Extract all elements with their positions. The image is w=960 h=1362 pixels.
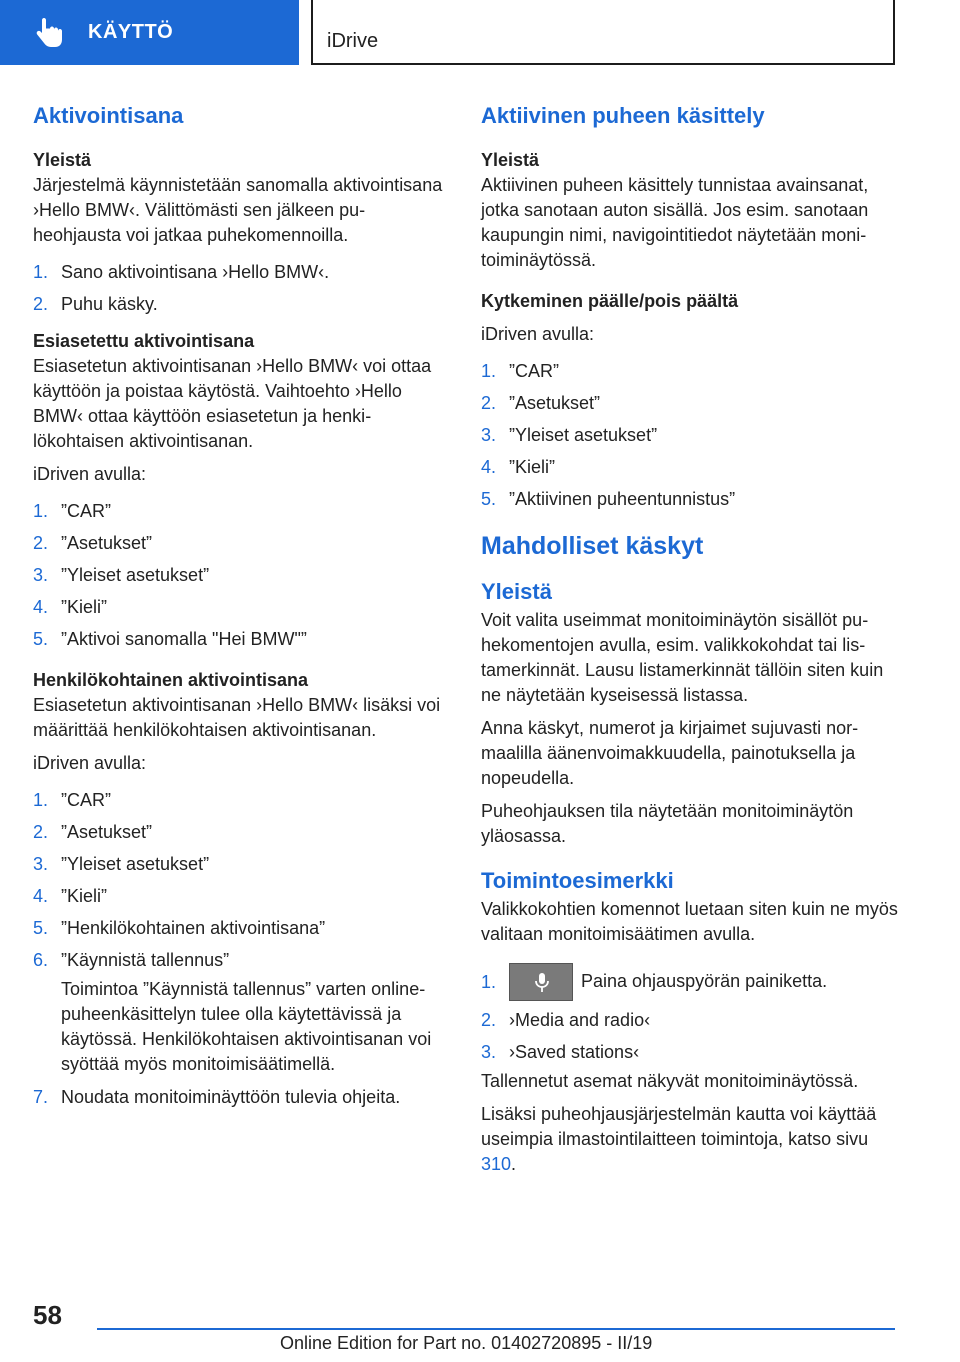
list-item — [33, 788, 443, 813]
page-number: 58 — [33, 1300, 62, 1330]
step-number: 2. — [33, 533, 49, 553]
section-tab — [0, 0, 299, 65]
section-title-commands: Mahdolliset käskyt — [481, 532, 704, 560]
step-note: Toimintoa ”Käynnistä tallennus” varten online-puheenkäsittelyn tulee olla käytettävissä ja käytössä. Henkilökohtaisen aktivointisanan voi syöttää myös monitoimisäätimellä. — [61, 979, 432, 1074]
step-text: Noudata monitoiminäyttöön tulevia ohjeita. — [61, 1087, 401, 1107]
list-item — [33, 563, 443, 588]
step-number: 3. — [481, 425, 497, 445]
list-item — [481, 487, 901, 512]
list-item — [481, 455, 901, 480]
step-number: 6. — [33, 950, 49, 970]
list-item — [33, 627, 443, 652]
step-number: 4. — [33, 886, 49, 906]
list-preset-steps — [33, 499, 443, 652]
step-text: ”CAR” — [61, 501, 111, 521]
paragraph-commands-2: Anna käskyt, numerot ja kirjaimet sujuvasti normaalilla äänenvoimakkuudella, painotuksella ja nopeudella. — [481, 718, 859, 788]
list-item — [481, 963, 901, 1001]
step-number: 5. — [33, 918, 49, 938]
paragraph-commands-3: Puheohjauksen tila näytetään monitoiminäytön yläosassa. — [481, 801, 854, 846]
voice-control-button — [509, 963, 573, 1001]
subheading-switch: Kytkeminen päälle/pois päältä — [481, 291, 739, 311]
step-number: 1. — [33, 501, 49, 521]
step-text: Sano aktivointisana ›Hello BMW‹. — [61, 262, 330, 282]
paragraph-preset: Esiasetetun aktivointisanan ›Hello BMW‹ voi ottaa käyttöön ja poistaa käytöstä. Vaihtoehto ›Hello BMW‹ ottaa käyttöön esiasetetun ja henkilökohtaisen aktivointisanan. — [33, 356, 432, 451]
paragraph-commands-1: Voit valita useimmat monitoiminäytön sisällöt puhekomentojen avulla, esim. valikkokohdat tai listamerkinnät. Lausu listamerkinnät tällöin siten kuin ne näytetään kyseisessä listassa. — [481, 610, 884, 705]
page-reference-link[interactable]: 310 — [481, 1154, 512, 1174]
step-text: ”Henkilökohtainen aktivointisana” — [61, 918, 326, 938]
section-title-active-speech: Aktiivinen puheen käsittely — [481, 103, 765, 128]
step-number: 2. — [33, 822, 49, 842]
list-item — [33, 531, 443, 556]
list-example-steps — [481, 963, 901, 1065]
step-number: 2. — [33, 294, 49, 314]
step-number: 4. — [481, 457, 497, 477]
step-text: ”Yleiset asetukset” — [61, 854, 210, 874]
step-text: ›Media and radio‹ — [509, 1010, 651, 1030]
step-text-with-button — [509, 963, 901, 1001]
step-text: ”Asetukset” — [509, 393, 601, 413]
step-number: 2. — [481, 393, 497, 413]
microphone-icon — [534, 972, 550, 994]
list-item — [33, 820, 443, 845]
step-number: 2. — [481, 1010, 497, 1030]
paragraph-example-after-1: Tallennetut asemat näkyvät monitoiminäytössä. — [481, 1071, 859, 1091]
paragraph-example: Valikkokohtien komennot luetaan siten kuin ne myös valitaan monitoimisäätimen avulla. — [481, 899, 898, 944]
left-column — [33, 100, 443, 1117]
chapter-label: iDrive — [327, 30, 379, 52]
subheading-personal: Henkilökohtainen aktivointisana — [33, 670, 309, 690]
list-switch-steps — [481, 359, 901, 512]
step-text: ›Saved stations‹ — [509, 1042, 640, 1062]
list-personal-steps — [33, 788, 443, 1110]
subtitle-example: Toimintoesimerkki — [481, 868, 674, 893]
step-text: ”Asetukset” — [61, 822, 153, 842]
step-text: ”CAR” — [509, 361, 559, 381]
chapter-box — [311, 0, 895, 65]
list-general-steps — [33, 260, 443, 317]
step-text: ”Yleiset asetukset” — [509, 425, 658, 445]
step-text: ”Aktivoi sanomalla "Hei BMW"” — [61, 629, 307, 649]
step-number: 4. — [33, 597, 49, 617]
step-number: 5. — [33, 629, 49, 649]
step-text: Puhu käsky. — [61, 294, 158, 314]
step-text: Paina ohjauspyörän painiketta. — [581, 970, 828, 991]
step-number: 5. — [481, 489, 497, 509]
step-number: 7. — [33, 1087, 49, 1107]
subheading-general-right: Yleistä — [481, 150, 540, 170]
list-item — [33, 595, 443, 620]
step-number: 1. — [33, 790, 49, 810]
list-item — [481, 423, 901, 448]
step-number: 1. — [481, 361, 497, 381]
section-title-activation-word: Aktivointisana — [33, 103, 184, 128]
list-item — [481, 1008, 901, 1033]
step-text: ”Kieli” — [509, 457, 556, 477]
paragraph-switch-via: iDriven avulla: — [481, 324, 595, 344]
step-number: 1. — [33, 262, 49, 282]
step-number: 3. — [481, 1042, 497, 1062]
paragraph-general: Järjestelmä käynnistetään sanomalla aktivointisana ›Hello BMW‹. Välittömästi sen jälkeen puheohjausta voi jatkaa puhekomennoilla. — [33, 175, 443, 245]
list-item — [481, 359, 901, 384]
step-text: ”Asetukset” — [61, 533, 153, 553]
paragraph-example-after-2 — [481, 1102, 901, 1177]
list-item — [33, 948, 443, 973]
subheading-preset: Esiasetettu aktivointisana — [33, 331, 255, 351]
step-text: ”CAR” — [61, 790, 111, 810]
paragraph-personal: Esiasetetun aktivointisanan ›Hello BMW‹ lisäksi voi määrittää henkilökohtaisen aktivointisanan. — [33, 695, 441, 740]
list-item — [33, 499, 443, 524]
footer-edition: Online Edition for Part no. 01402720895 - II/19 — [280, 1333, 653, 1353]
subheading-general: Yleistä — [33, 150, 92, 170]
footer-divider — [97, 1328, 895, 1330]
paragraph-preset-via: iDriven avulla: — [33, 464, 147, 484]
step-text: ”Käynnistä tallennus” — [61, 950, 230, 970]
hand-pointer-icon — [34, 16, 66, 50]
right-column — [481, 100, 901, 1177]
paragraph-text: Lisäksi puheohjausjärjestelmän kautta voi käyttää useimpia ilmastointilaitteen toimintoja, katso sivu — [481, 1104, 877, 1149]
step-number: 3. — [33, 565, 49, 585]
list-item — [481, 391, 901, 416]
list-item — [33, 292, 443, 317]
list-item — [481, 1040, 901, 1065]
step-text: ”Aktiivinen puheentunnistus” — [509, 489, 736, 509]
list-item — [33, 884, 443, 909]
step-number: 1. — [481, 971, 497, 992]
step-text: ”Yleiset asetukset” — [61, 565, 210, 585]
step-number: 3. — [33, 854, 49, 874]
step-text: ”Kieli” — [61, 886, 108, 906]
step-text: ”Kieli” — [61, 597, 108, 617]
paragraph-personal-via: iDriven avulla: — [33, 753, 147, 773]
paragraph-active-speech: Aktiivinen puheen käsittely tunnistaa avainsanat, jotka sanotaan auton sisällä. Jos esim. sanotaan kaupungin nimi, navigointitiedot näytetään monitoiminäytössä. — [481, 175, 869, 270]
subtitle-commands-general: Yleistä — [481, 579, 552, 604]
list-item — [33, 260, 443, 285]
list-item — [33, 916, 443, 941]
paragraph-text: . — [511, 1154, 517, 1174]
list-item — [33, 1085, 443, 1110]
section-label: KÄYTTÖ — [88, 21, 174, 43]
list-item — [33, 852, 443, 877]
